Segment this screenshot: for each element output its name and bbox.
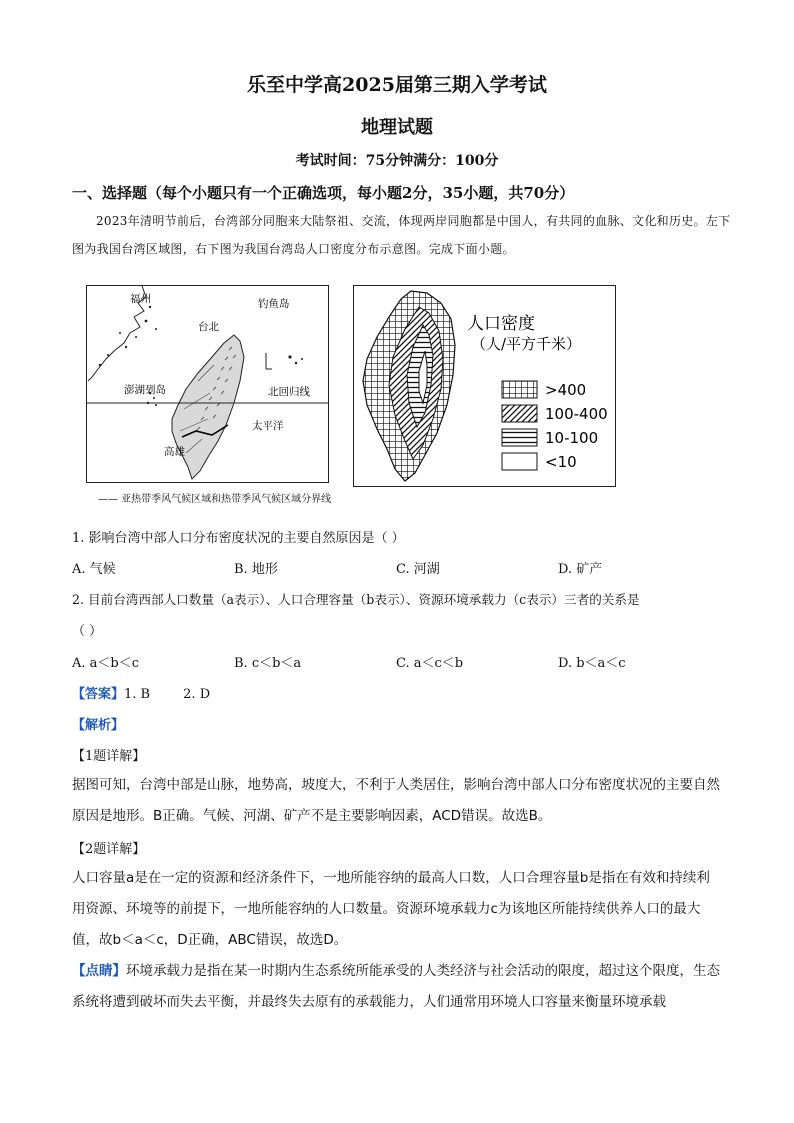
q2-option-d: D. b＜a＜c [558,656,626,671]
population-density-map [353,285,616,487]
q2-option-c: C. a＜c＜b [396,656,464,671]
label-penghu: 澎湖列岛 [124,384,166,396]
legend-label-lt10: <10 [545,453,577,471]
label-diaoyu: 钓鱼岛 [258,298,290,310]
label-gaoxiong: 高雄 [164,446,185,458]
analysis-tag: 【解析】 [72,718,125,733]
q2-option-b: B. c＜b＜a [234,656,302,671]
detail1-text: 据图可知，台湾中部是山脉，地势高，坡度大，不利于人类居住，影响台湾中部人口分布密度状况的主要自然原因是地形。B正确。气候、河湖、矿产不是主要影响因素，ACD错误。故选B。 [72,777,720,824]
q1-option-b: B. 地形 [234,562,278,577]
answer-tag: 【答案】 [72,687,125,702]
legend-label-gt400: >400 [545,381,587,399]
q1-stem: 1. 影响台湾中部人口分布密度状况的主要自然原因是（ ） [72,531,405,546]
label-tropic: 北回归线 [268,386,310,398]
exam-info: 考试时间：75分钟满分：100分 [295,153,499,169]
taiwan-region-map [86,285,329,483]
q2-stem-line1: 2. 目前台湾西部人口数量（a表示）、人口合理容量（b表示）、资源环境承载力（c表示）三者的关系是 [72,592,640,607]
detail2-text: 人口容量a是在一定的资源和经济条件下，一地所能容纳的最高人口数，人口合理容量b是指在有效和持续利用资源、环境等的前提下，一地所能容纳的人口数量。资源环境承载力c为该地区所能持续供养人口的最大值，故b＜a＜c，D正确，ABC错误，故选D。 [72,870,710,948]
label-pacific: 太平洋 [252,420,284,432]
answer-value: 1. B 2. D [124,687,211,702]
legend-title-line1: 人口密度 [467,314,535,334]
q1-option-a: A. 气候 [72,562,116,577]
section-heading: 一、选择题（每个小题只有一个正确选项，每小题2分，35小题，共70分） [72,184,575,202]
legend-swatch-gt400 [502,381,537,398]
label-fuzhou: 福州 [130,293,151,305]
figure-caption: —— 亚热带季风气候区域和热带季风气候区域分界线 [98,494,332,505]
legend-label-10-100: 10-100 [545,429,599,447]
detail1-tag: 【1题详解】 [72,749,146,764]
legend-title-line2: （人/平方千米） [471,335,582,353]
q1-option-d: D. 矿产 [558,562,603,577]
answer-line [72,683,210,702]
legend-swatch-lt10 [502,453,537,470]
note-paragraph [72,956,722,1018]
legend-label-100-400: 100-400 [545,405,608,423]
label-taibei: 台北 [198,321,219,333]
note-tag: 【点睛】 [72,963,126,979]
detail2-tag: 【2题详解】 [72,842,146,857]
subject-title: 地理试题 [361,117,433,138]
school-title: 乐至中学高2025届第三期入学考试 [247,74,547,96]
legend-swatch-100-400 [502,405,537,422]
q1-option-c: C. 河湖 [396,562,440,577]
legend-swatch-10-100 [502,429,537,446]
q2-option-a: A. a＜b＜c [72,656,140,671]
question-intro: 2023年清明节前后，台湾部分同胞来大陆祭祖、交流，体现两岸同胞都是中国人，有共同的血脉、文化和历史。左下图为我国台湾区域图，右下图为我国台湾岛人口密度分布示意图。完成下面小题。 [72,214,731,256]
q2-stem-line2: （ ） [72,624,103,639]
note-text: 环境承载力是指在某一时期内生态系统所能承受的人类经济与社会活动的限度，超过这个限度，生态系统将遭到破坏而失去平衡，并最终失去原有的承载能力，人们通常用环境人口容量来衡量环境承载 [72,963,720,1010]
